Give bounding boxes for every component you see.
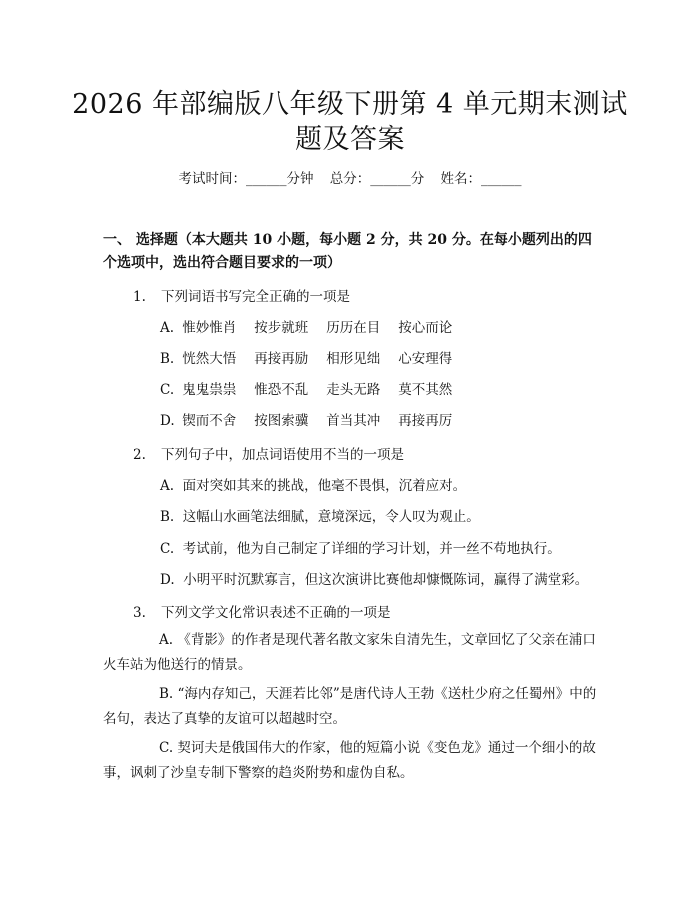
option-word: 按步就班 <box>254 320 309 336</box>
q1-option-b <box>160 347 470 367</box>
q2-option-b: B. 这幅山水画笔法细腻，意境深远，令人叹为观止。 <box>160 509 480 525</box>
question-3 <box>133 601 391 621</box>
page-title-line-1: 2026 年部编版八年级下册第 4 单元期末测试 <box>72 89 628 120</box>
question-number: 2. <box>133 447 146 463</box>
question-text: 下列句子中，加点词语使用不当的一项是 <box>161 447 404 463</box>
option-letter: B. <box>160 351 175 367</box>
exam-name: 姓名：______ <box>440 171 522 187</box>
option-letter: A. <box>160 320 175 336</box>
option-word: 锲而不舍 <box>182 413 237 429</box>
q2-option-d: D. 小明平时沉默寡言，但这次演讲比赛他却慷慨陈词，赢得了满堂彩。 <box>160 572 589 588</box>
exam-meta <box>0 167 700 187</box>
option-word: 恍然大悟 <box>182 351 237 367</box>
option-word: 按图索骥 <box>254 413 309 429</box>
exam-time: 考试时间：______分钟 <box>178 171 314 187</box>
question-2 <box>133 443 404 463</box>
option-word: 走头无路 <box>326 382 381 398</box>
option-word: 按心而论 <box>398 320 453 336</box>
q2-option-a: A. 面对突如其来的挑战，他毫不畏惧，沉着应对。 <box>160 478 467 494</box>
option-word: 再接再厉 <box>398 413 453 429</box>
option-word: 历历在目 <box>326 320 381 336</box>
question-number: 3. <box>133 605 146 621</box>
page-title-line-2: 题及答案 <box>295 124 405 155</box>
question-1 <box>133 285 350 305</box>
option-word: 相形见绌 <box>326 351 381 367</box>
exam-score: 总分：______分 <box>329 171 425 187</box>
q1-option-d <box>160 409 470 429</box>
q3-option-a: A. 《背影》的作者是现代著名散文家朱自清先生，文章回忆了父亲在浦口火车站为他送行的情景。 <box>103 632 596 673</box>
option-word: 惟恐不乱 <box>254 382 309 398</box>
option-word: 再接再励 <box>254 351 309 367</box>
option-word: 鬼鬼祟祟 <box>182 382 237 398</box>
q2-option-c: C. 考试前，他为自己制定了详细的学习计划，并一丝不苟地执行。 <box>160 541 561 557</box>
q3-option-b: B. “海内存知己，天涯若比邻”是唐代诗人王勃《送杜少府之任蜀州》中的名句，表达了真挚的友谊可以超越时空。 <box>103 686 597 727</box>
question-number: 1. <box>133 289 146 305</box>
section-heading: 一、 选择题（本大题共 10 小题，每小题 2 分，共 20 分。在每小题列出的四个选项中，选出符合题目要求的一项） <box>103 232 592 271</box>
option-letter: D. <box>160 413 175 429</box>
option-word: 心安理得 <box>398 351 453 367</box>
option-letter: C. <box>160 382 175 398</box>
q1-option-a <box>160 316 470 336</box>
option-word: 莫不其然 <box>398 382 453 398</box>
q1-option-c <box>160 378 470 398</box>
q3-option-c: C. 契诃夫是俄国伟大的作家，他的短篇小说《变色龙》通过一个细小的故事，讽刺了沙皇专制下警察的趋炎附势和虚伪自私。 <box>103 740 596 781</box>
question-text: 下列文学文化常识表述不正确的一项是 <box>161 605 391 621</box>
option-word: 首当其冲 <box>326 413 381 429</box>
option-word: 惟妙惟肖 <box>182 320 237 336</box>
question-text: 下列词语书写完全正确的一项是 <box>161 289 350 305</box>
